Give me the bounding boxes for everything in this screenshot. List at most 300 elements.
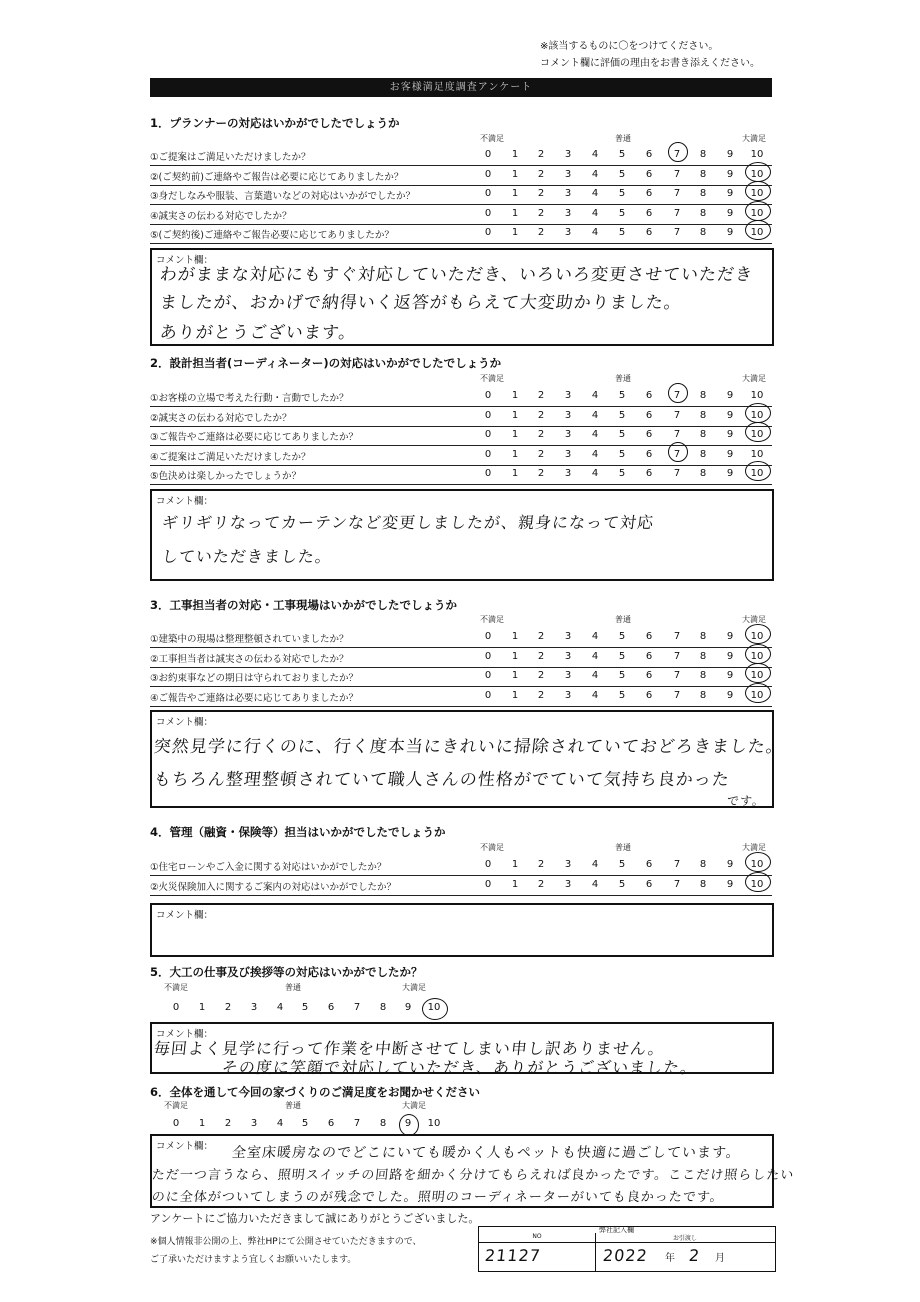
rating-number[interactable]: 8: [699, 689, 707, 701]
rating-number[interactable]: 4: [591, 468, 599, 479]
rating-number[interactable]: 9: [726, 168, 734, 180]
rating-circle: [745, 872, 771, 892]
rating-number[interactable]: 3: [564, 168, 572, 180]
scale-high-label: 大満足: [742, 374, 766, 383]
question-row: [150, 667, 772, 687]
rating-number[interactable]: 7: [673, 207, 681, 219]
rating-number[interactable]: 9: [726, 390, 734, 401]
section-title: 4．管理（融資・保険等）担当はいかがでしたでしょうか: [150, 825, 446, 839]
rating-number[interactable]: 2: [537, 878, 545, 890]
rating-number[interactable]: 0: [484, 168, 492, 180]
rating-number[interactable]: 9: [726, 650, 734, 662]
survey-banner: お客様満足度調査アンケート: [150, 78, 772, 97]
scale-mid-label: 普通: [285, 983, 301, 992]
rating-number[interactable]: 9: [726, 409, 734, 421]
handwritten-comment-line: です。: [726, 794, 766, 808]
question-text: ①お客様の立場で考えた行動・言動でしたか？: [150, 393, 349, 404]
question-text: ④ご報告やご連絡は必要に応じてありましたか？: [150, 692, 359, 704]
comment-label: コメント欄：: [156, 1029, 214, 1040]
comment-box[interactable]: [150, 489, 774, 581]
rating-circle: [745, 644, 771, 664]
rating-number[interactable]: 8: [699, 631, 707, 642]
rating-number[interactable]: 0: [484, 670, 492, 681]
section-title: 2．設計担当者(コーディネーター)の対応はいかがでしたでしょうか: [150, 356, 502, 370]
rating-number[interactable]: 3: [564, 448, 572, 460]
office-month-unit: 月: [715, 1253, 725, 1264]
rating-circle: [399, 1114, 419, 1136]
handwritten-comment-line: その度に笑顔で対応していただき、ありがとうございました。: [220, 1058, 699, 1077]
rating-number[interactable]: 2: [537, 429, 545, 440]
scale-mid-label: 普通: [615, 134, 631, 143]
rating-number[interactable]: 8: [699, 670, 707, 681]
rating-number[interactable]: 10: [750, 448, 764, 460]
comment-box[interactable]: [150, 1134, 796, 1208]
rating-number[interactable]: 4: [591, 429, 599, 440]
question-text: ④ご提案はご満足いただけましたか？: [150, 451, 311, 463]
rating-number[interactable]: 5: [618, 859, 626, 870]
rating-number[interactable]: 6: [645, 859, 653, 870]
rating-number[interactable]: 2: [537, 188, 545, 199]
question-row: [150, 185, 772, 205]
question-row: [150, 446, 772, 466]
question-row: [150, 465, 772, 485]
rating-number[interactable]: 5: [618, 168, 626, 180]
scale-mid-label: 普通: [285, 1101, 301, 1110]
rating-number[interactable]: 0: [484, 429, 492, 440]
rating-circle: [668, 442, 688, 462]
rating-number[interactable]: 7: [353, 1118, 361, 1129]
handwritten-comment-line: もちろん整理整頓されていて職人さんの性格がでていて気持ち良かった: [152, 770, 731, 790]
scale-high-label: 大満足: [402, 983, 426, 992]
section-title: 5．大工の仕事及び挨拶等の対応はいかがでしたか？: [150, 965, 423, 979]
rating-number[interactable]: 2: [537, 390, 545, 401]
rating-circle: [745, 403, 771, 423]
scale-high-label: 大満足: [742, 615, 766, 624]
question-row: [150, 146, 772, 166]
rating-number[interactable]: 8: [699, 227, 707, 238]
rating-number[interactable]: 10: [750, 149, 764, 160]
section-title: 1．プランナーの対応はいかがでしたでしょうか: [150, 116, 400, 130]
rating-number[interactable]: 10: [750, 670, 764, 681]
rating-number[interactable]: 6: [327, 1118, 335, 1129]
rating-circle: [745, 181, 771, 201]
rating-number[interactable]: 9: [726, 689, 734, 701]
rating-number[interactable]: 7: [673, 448, 681, 460]
rating-number[interactable]: 7: [673, 689, 681, 701]
rating-number[interactable]: 0: [172, 1118, 180, 1129]
rating-number[interactable]: 5: [618, 390, 626, 401]
rating-number[interactable]: 3: [564, 468, 572, 479]
rating-number[interactable]: 3: [250, 1002, 258, 1013]
rating-number[interactable]: 8: [699, 650, 707, 662]
rating-number[interactable]: 3: [564, 670, 572, 681]
rating-number[interactable]: 8: [699, 409, 707, 421]
rating-number[interactable]: 3: [564, 859, 572, 870]
rating-number[interactable]: 8: [699, 429, 707, 440]
comment-box[interactable]: [150, 903, 774, 957]
rating-number[interactable]: 8: [699, 448, 707, 460]
rating-number[interactable]: 4: [591, 188, 599, 199]
scale-low-label: 不満足: [480, 843, 504, 852]
question-row: [150, 628, 772, 648]
question-text: ②工事担当者は誠実さの伝わる対応でしたか？: [150, 653, 349, 665]
rating-number[interactable]: 2: [537, 670, 545, 681]
rating-number[interactable]: 9: [726, 670, 734, 681]
rating-number[interactable]: 6: [645, 689, 653, 701]
rating-number[interactable]: 1: [511, 390, 519, 401]
office-year-unit: 年: [665, 1253, 675, 1264]
rating-number[interactable]: 4: [591, 631, 599, 642]
rating-circle: [745, 624, 771, 644]
rating-number[interactable]: 3: [564, 390, 572, 401]
comment-label: コメント欄：: [156, 910, 214, 921]
rating-number[interactable]: 7: [673, 188, 681, 199]
rating-number[interactable]: 4: [591, 207, 599, 219]
rating-number[interactable]: 9: [726, 188, 734, 199]
section-title: 3．工事担当者の対応・工事現場はいかがでしたでしょうか: [150, 598, 457, 612]
rating-number[interactable]: 7: [673, 878, 681, 890]
rating-number[interactable]: 5: [618, 207, 626, 219]
rating-number[interactable]: 4: [591, 878, 599, 890]
scale-low-label: 不満足: [480, 615, 504, 624]
rating-number[interactable]: 10: [750, 468, 764, 479]
rating-number[interactable]: 6: [645, 878, 653, 890]
rating-number[interactable]: 10: [750, 429, 764, 440]
rating-number[interactable]: 9: [726, 448, 734, 460]
rating-circle: [745, 422, 771, 442]
scale-low-label: 不満足: [164, 1101, 188, 1110]
scale-high-label: 大満足: [742, 134, 766, 143]
rating-number[interactable]: 9: [726, 631, 734, 642]
question-row: [150, 856, 772, 876]
rating-number[interactable]: 5: [618, 409, 626, 421]
rating-number[interactable]: 6: [645, 468, 653, 479]
rating-number[interactable]: 8: [699, 188, 707, 199]
rating-number[interactable]: 7: [673, 859, 681, 870]
rating-number[interactable]: 3: [564, 631, 572, 642]
rating-number[interactable]: 1: [511, 429, 519, 440]
rating-circle: [745, 162, 771, 182]
instruction-note: コメント欄に評価の理由をお書き添えください。: [540, 58, 760, 69]
comment-label: コメント欄：: [156, 717, 214, 728]
scale-low-label: 不満足: [480, 374, 504, 383]
rating-number[interactable]: 1: [511, 207, 519, 219]
rating-number[interactable]: 9: [726, 429, 734, 440]
rating-number[interactable]: 2: [537, 650, 545, 662]
rating-number[interactable]: 2: [537, 468, 545, 479]
scale-high-label: 大満足: [402, 1101, 426, 1110]
rating-number[interactable]: 10: [750, 631, 764, 642]
rating-number[interactable]: 6: [645, 670, 653, 681]
rating-number[interactable]: 1: [511, 468, 519, 479]
scale-mid-label: 普通: [615, 843, 631, 852]
office-month-value: 2: [688, 1246, 702, 1265]
rating-number[interactable]: 7: [673, 168, 681, 180]
rating-number[interactable]: 7: [673, 409, 681, 421]
rating-number[interactable]: 4: [276, 1118, 284, 1129]
comment-label: コメント欄：: [156, 255, 214, 266]
rating-circle: [745, 663, 771, 683]
rating-circle: [745, 220, 771, 240]
question-row: [150, 224, 772, 244]
rating-number[interactable]: 1: [511, 149, 519, 160]
rating-number[interactable]: 3: [564, 650, 572, 662]
thanks-text: アンケートにご協力いただきまして誠にありがとうございました。: [150, 1212, 480, 1225]
rating-number[interactable]: 9: [726, 468, 734, 479]
instruction-note: ※該当するものに〇をつけてください。: [540, 41, 719, 52]
rating-circle: [668, 142, 688, 162]
rating-number[interactable]: 5: [618, 650, 626, 662]
question-text: ③ご報告やご連絡は必要に応じてありましたか？: [150, 432, 359, 443]
rating-number[interactable]: 6: [645, 409, 653, 421]
rating-number[interactable]: 0: [484, 390, 492, 401]
rating-number[interactable]: 6: [645, 650, 653, 662]
rating-circle: [745, 461, 771, 481]
handwritten-comment-line: のに全体がついてしまうのが残念でした。照明のコーディネーターがいても良かったです。: [151, 1190, 725, 1205]
rating-number[interactable]: 7: [673, 631, 681, 642]
rating-number[interactable]: 10: [750, 878, 764, 890]
rating-number[interactable]: 2: [224, 1118, 232, 1129]
rating-number[interactable]: 5: [618, 429, 626, 440]
question-text: ②誠実さの伝わる対応でしたか？: [150, 412, 292, 424]
rating-number[interactable]: 2: [537, 227, 545, 238]
handwritten-comment-line: ギリギリなってカーテンなど変更しましたが、親身になって対応: [160, 513, 656, 532]
office-divider: [595, 1233, 596, 1271]
rating-number[interactable]: 1: [511, 168, 519, 180]
rating-number[interactable]: 2: [537, 448, 545, 460]
rating-number[interactable]: 0: [172, 1002, 180, 1013]
rating-number[interactable]: 6: [645, 448, 653, 460]
rating-number[interactable]: 9: [404, 1002, 412, 1013]
rating-number[interactable]: 9: [726, 878, 734, 890]
rating-number[interactable]: 8: [379, 1118, 387, 1129]
rating-number[interactable]: 8: [699, 168, 707, 180]
rating-number[interactable]: 0: [484, 207, 492, 219]
rating-number[interactable]: 9: [404, 1118, 412, 1129]
rating-number[interactable]: 1: [511, 689, 519, 701]
rating-number[interactable]: 7: [673, 468, 681, 479]
rating-number[interactable]: 0: [484, 149, 492, 160]
rating-circle: [745, 201, 771, 221]
rating-number[interactable]: 1: [198, 1118, 206, 1129]
rating-number[interactable]: 1: [198, 1002, 206, 1013]
question-row: [150, 876, 772, 896]
rating-number[interactable]: 9: [726, 859, 734, 870]
handwritten-comment-line: ありがとうございます。: [158, 323, 358, 343]
question-row: [150, 407, 772, 427]
rating-number[interactable]: 10: [750, 227, 764, 238]
rating-number[interactable]: 8: [699, 468, 707, 479]
rating-number[interactable]: 6: [645, 631, 653, 642]
question-row: [150, 387, 772, 407]
rating-number[interactable]: 2: [537, 859, 545, 870]
rating-number[interactable]: 4: [591, 149, 599, 160]
rating-number[interactable]: 2: [224, 1002, 232, 1013]
rating-number[interactable]: 10: [750, 859, 764, 870]
rating-number[interactable]: 1: [511, 670, 519, 681]
rating-number[interactable]: 4: [591, 670, 599, 681]
rating-number[interactable]: 1: [511, 631, 519, 642]
rating-number[interactable]: 7: [673, 390, 681, 401]
office-header: 弊社記入欄: [599, 1226, 634, 1234]
rating-number[interactable]: 1: [511, 188, 519, 199]
scale-high-label: 大満足: [742, 843, 766, 852]
handwritten-comment-line: ましたが、おかげで納得いく返答がもらえて大変助かりました。: [158, 293, 683, 313]
rating-number[interactable]: 4: [591, 689, 599, 701]
rating-number[interactable]: 0: [484, 650, 492, 662]
privacy-line: ご了承いただけますよう宜しくお願いいたします。: [150, 1255, 357, 1265]
rating-number[interactable]: 0: [484, 227, 492, 238]
rating-number[interactable]: 9: [726, 149, 734, 160]
rating-number[interactable]: 9: [726, 207, 734, 219]
office-year-value: 2022: [602, 1246, 649, 1265]
rating-number[interactable]: 4: [591, 168, 599, 180]
rating-number[interactable]: 10: [750, 188, 764, 199]
rating-number[interactable]: 0: [484, 631, 492, 642]
rating-number[interactable]: 0: [484, 448, 492, 460]
rating-number[interactable]: 1: [511, 878, 519, 890]
rating-number[interactable]: 7: [353, 1002, 361, 1013]
rating-number[interactable]: 2: [537, 207, 545, 219]
rating-number[interactable]: 7: [673, 650, 681, 662]
rating-number[interactable]: 3: [564, 409, 572, 421]
comment-box[interactable]: [150, 248, 774, 346]
rating-number[interactable]: 2: [537, 689, 545, 701]
rating-number[interactable]: 0: [484, 878, 492, 890]
rating-number[interactable]: 0: [484, 188, 492, 199]
comment-label: コメント欄：: [156, 1141, 214, 1152]
handwritten-comment-line: ただ一つ言うなら、照明スイッチの回路を細かく分けてもらえれば良かったです。ここだけ照らしたい: [151, 1168, 796, 1183]
rating-number[interactable]: 6: [645, 149, 653, 160]
rating-number[interactable]: 10: [750, 409, 764, 421]
rating-number[interactable]: 8: [699, 878, 707, 890]
rating-number[interactable]: 2: [537, 149, 545, 160]
scale-low-label: 不満足: [480, 134, 504, 143]
rating-number[interactable]: 6: [645, 227, 653, 238]
rating-number[interactable]: 6: [645, 390, 653, 401]
rating-number[interactable]: 0: [484, 859, 492, 870]
office-no-value: 21127: [484, 1246, 542, 1265]
rating-number[interactable]: 4: [591, 390, 599, 401]
rating-number[interactable]: 5: [618, 468, 626, 479]
rating-number[interactable]: 2: [537, 168, 545, 180]
rating-number[interactable]: 0: [484, 689, 492, 701]
handwritten-comment-line: していただきました。: [160, 547, 333, 566]
rating-number[interactable]: 4: [591, 859, 599, 870]
question-text: ⑤色決めは楽しかったでしょうか？: [150, 471, 302, 482]
rating-number[interactable]: 1: [511, 409, 519, 421]
rating-number[interactable]: 3: [564, 227, 572, 238]
rating-number[interactable]: 3: [564, 207, 572, 219]
rating-number[interactable]: 5: [618, 227, 626, 238]
rating-number[interactable]: 5: [301, 1002, 309, 1013]
privacy-line: ※個人情報非公開の上、弊社HPにて公開させていただきますので、: [150, 1237, 422, 1247]
rating-number[interactable]: 8: [699, 390, 707, 401]
rating-number[interactable]: 4: [591, 409, 599, 421]
rating-number[interactable]: 0: [484, 409, 492, 421]
rating-number[interactable]: 5: [618, 878, 626, 890]
rating-number[interactable]: 6: [645, 207, 653, 219]
rating-number[interactable]: 5: [301, 1118, 309, 1129]
question-text: ③身だしなみや服装、言葉遣いなどの対応はいかがでしたか？: [150, 191, 416, 202]
rating-number[interactable]: 10: [750, 650, 764, 662]
office-use-box: [478, 1226, 776, 1272]
rating-number[interactable]: 5: [618, 631, 626, 642]
question-text: ①住宅ローンやご入金に関する対応はいかがでしたか？: [150, 862, 387, 873]
rating-number[interactable]: 10: [750, 689, 764, 701]
rating-number[interactable]: 4: [591, 650, 599, 662]
privacy-note: [150, 1233, 422, 1269]
rating-number[interactable]: 3: [564, 689, 572, 701]
rating-number[interactable]: 5: [618, 448, 626, 460]
rating-number[interactable]: 6: [645, 188, 653, 199]
rating-number[interactable]: 1: [511, 227, 519, 238]
question-row: [150, 687, 772, 707]
handwritten-comment-line: わがままな対応にもすぐ対応していただき、いろいろ変更させていただき: [158, 265, 755, 285]
rating-number[interactable]: 4: [591, 227, 599, 238]
rating-number[interactable]: 5: [618, 149, 626, 160]
comment-box[interactable]: [150, 710, 785, 808]
question-row: [150, 205, 772, 225]
question-text: ②火災保険加入に関するご案内の対応はいかがでしたか？: [150, 881, 397, 893]
comment-label: コメント欄：: [156, 496, 214, 507]
rating-number[interactable]: 2: [537, 631, 545, 642]
rating-number[interactable]: 4: [591, 448, 599, 460]
rating-number[interactable]: 10: [427, 1118, 441, 1129]
rating-number[interactable]: 10: [750, 207, 764, 219]
rating-number[interactable]: 7: [673, 429, 681, 440]
rating-number[interactable]: 0: [484, 468, 492, 479]
rating-number[interactable]: 5: [618, 689, 626, 701]
rating-number[interactable]: 10: [750, 390, 764, 401]
rating-number[interactable]: 3: [250, 1118, 258, 1129]
rating-number[interactable]: 7: [673, 670, 681, 681]
rating-number[interactable]: 1: [511, 448, 519, 460]
rating-number[interactable]: 10: [427, 1002, 441, 1013]
rating-number[interactable]: 2: [537, 409, 545, 421]
rating-number[interactable]: 5: [618, 670, 626, 681]
rating-number[interactable]: 7: [673, 227, 681, 238]
question-text: ①建築中の現場は整理整頓されていましたか？: [150, 634, 349, 645]
rating-number[interactable]: 9: [726, 227, 734, 238]
scale-low-label: 不満足: [164, 983, 188, 992]
rating-number[interactable]: 6: [327, 1002, 335, 1013]
rating-number[interactable]: 1: [511, 859, 519, 870]
rating-number[interactable]: 1: [511, 650, 519, 662]
rating-number[interactable]: 8: [699, 149, 707, 160]
rating-number[interactable]: 8: [699, 207, 707, 219]
rating-number[interactable]: 8: [379, 1002, 387, 1013]
rating-number[interactable]: 7: [673, 149, 681, 160]
comment-box[interactable]: [150, 1022, 774, 1077]
rating-number[interactable]: 6: [645, 429, 653, 440]
rating-number[interactable]: 8: [699, 859, 707, 870]
scale-mid-label: 普通: [615, 615, 631, 624]
office-no-label: NO: [479, 1233, 595, 1243]
rating-circle: [668, 383, 688, 403]
rating-number[interactable]: 3: [564, 429, 572, 440]
section-title: 6．全体を通して今回の家づくりのご満足度をお聞かせください: [150, 1085, 480, 1099]
office-handover-label: お引渡し: [595, 1233, 775, 1243]
rating-number[interactable]: 3: [564, 188, 572, 199]
rating-number[interactable]: 4: [276, 1002, 284, 1013]
rating-number[interactable]: 3: [564, 149, 572, 160]
rating-number[interactable]: 5: [618, 188, 626, 199]
rating-number[interactable]: 10: [750, 168, 764, 180]
rating-number[interactable]: 3: [564, 878, 572, 890]
rating-number[interactable]: 6: [645, 168, 653, 180]
question-text: ③お約束事などの期日は守られておりましたか？: [150, 673, 359, 684]
